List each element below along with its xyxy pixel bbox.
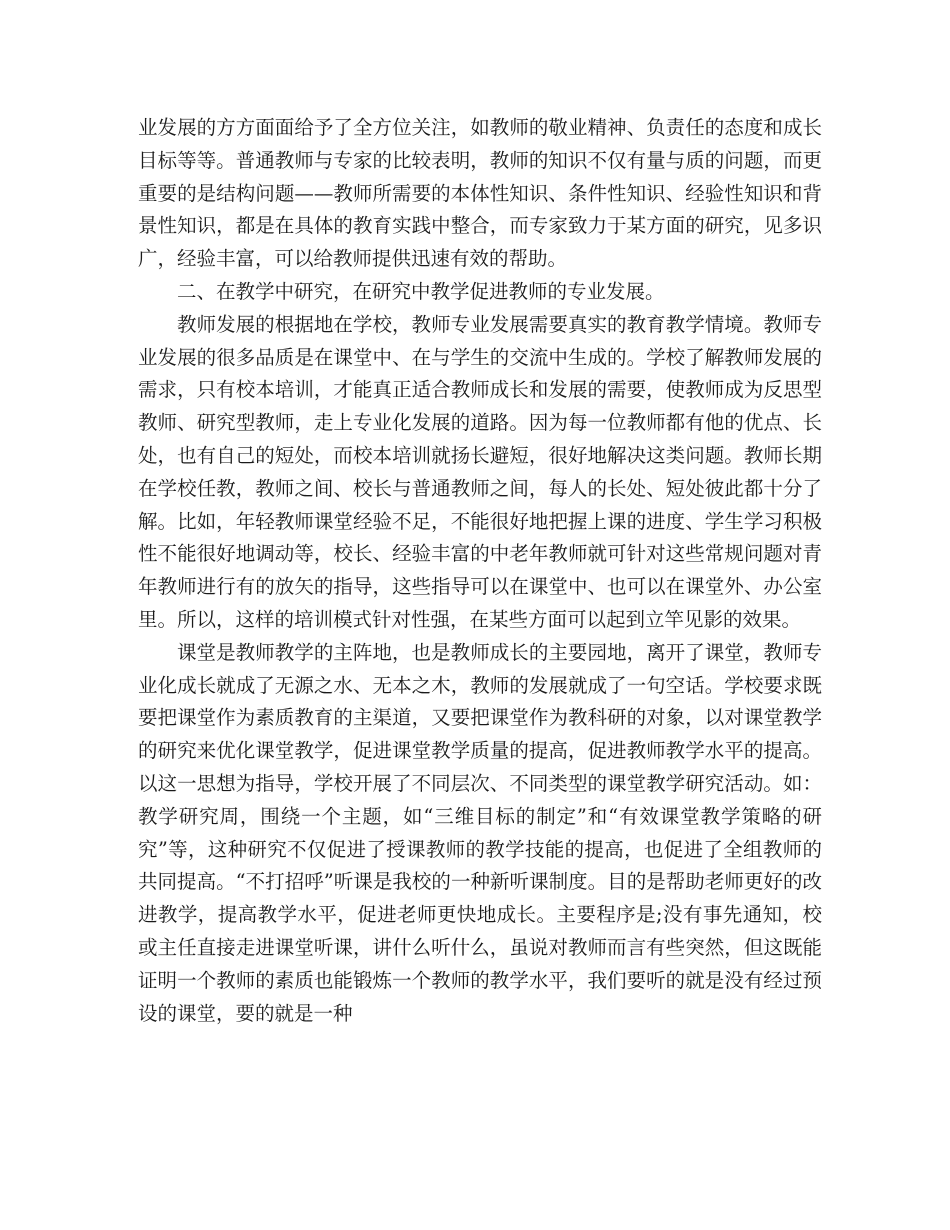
document-body <box>138 112 822 1030</box>
paragraph-3: 教师发展的根据地在学校，教师专业发展需要真实的教育教学情境。教师专业发展的很多品质是在课堂中、在与学生的交流中生成的。学校了解教师发展的需求，只有校本培训，才能真正适合教师成长和发展的需要，使教师成为反思型教师、研究型教师，走上专业化发展的道路。因为每一位教师都有他的优点、长处，也有自己的短处，而校本培训就扬长避短，很好地解决这类问题。教师长期在学校任教，教师之间、校长与普通教师之间，每人的长处、短处彼此都十分了解。比如，年轻教师课堂经验不足，不能很好地把握上课的进度、学生学习积极性不能很好地调动等，校长、经验丰富的中老年教师就可针对这些常规问题对青年教师进行有的放矢的指导，这些指导可以在课堂中、也可以在课堂外、办公室里。所以，这样的培训模式针对性强，在某些方面可以起到立竿见影的效果。 <box>138 312 822 631</box>
paragraph-4: 课堂是教师教学的主阵地，也是教师成长的主要园地，离开了课堂，教师专业化成长就成了无源之水、无本之木，教师的发展就成了一句空话。学校要求既要把课堂作为素质教育的主渠道，又要把课堂作为教科研的对象，以对课堂教学的研究来优化课堂教学，促进课堂教学质量的提高，促进教师教学水平的提高。以这一思想为指导，学校开展了不同层次、不同类型的课堂教学研究活动。如：教学研究周，围绕一个主题，如“三维目标的制定”和“有效课堂教学策略的研究”等，这种研究不仅促进了授课教师的教学技能的提高，也促进了全组教师的共同提高。“不打招呼”听课是我校的一种新听课制度。目的是帮助老师更好的改进教学，提高教学水平，促进老师更快地成长。主要程序是;没有事先通知，校或主任直接走进课堂听课，讲什么听什么，虽说对教师而言有些突然，但这既能证明一个教师的素质也能锻炼一个教师的教学水平，我们要听的就是没有经过预设的课堂，要的就是一种 <box>138 640 822 1025</box>
section-heading-2: 二、在教学中研究，在研究中教学促进教师的专业发展。 <box>177 279 665 303</box>
paragraph-1: 业发展的方方面面给予了全方位关注，如教师的敬业精神、负责任的态度和成长目标等等。普通教师与专家的比较表明，教师的知识不仅有量与质的问题，而更重要的是结构问题——教师所需要的本体性知识、条件性知识、经验性知识和背景性知识，都是在具体的教育实践中整合，而专家致力于某方面的研究，见多识广，经验丰富，可以给教师提供迅速有效的帮助。 <box>138 116 822 271</box>
